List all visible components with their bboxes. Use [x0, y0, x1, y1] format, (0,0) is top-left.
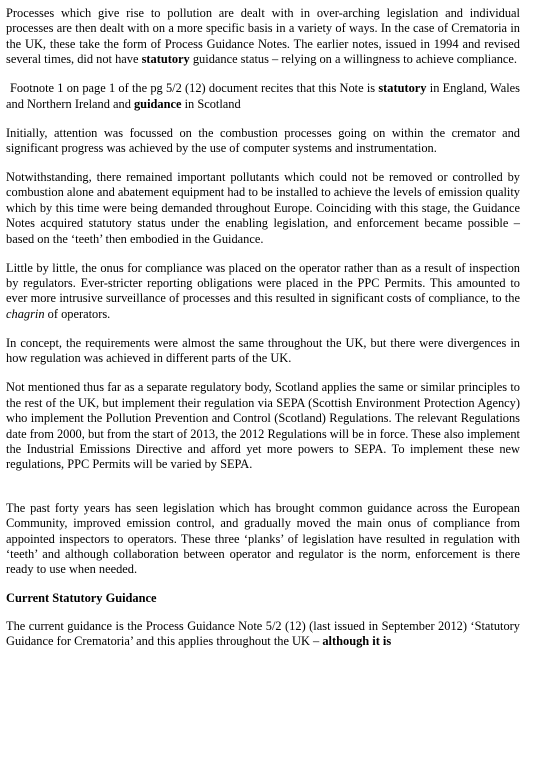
document-page — [6, 6, 520, 663]
section-heading: Current Statutory Guidance — [6, 591, 157, 606]
text-run: in England, Wales and Northern Ireland and — [6, 81, 520, 111]
text-run: Initially, attention was focussed on the combustion processes going on within the cremator and significant progress was achieved by the use of computer systems and instrumentation. — [6, 125, 520, 156]
bold-text: guidance — [133, 96, 182, 111]
paragraph-current-guidance — [6, 619, 520, 650]
text-run: of operators. — [44, 306, 111, 321]
text-run: in Scotland — [181, 96, 241, 111]
text-run: The past forty years has seen legislation which has brought common guidance across the European Community, improved emission control, and gradually moved the main onus of compliance from appointed inspectors to operators. These three ‘planks’ of legislation have resulted in regulation with ‘teeth’ and although collaboration between operator and regulator is the norm, enforcement is there ready to use when needed. — [6, 500, 520, 577]
bold-text: although it is — [322, 634, 392, 649]
paragraph-scotland-sepa — [6, 380, 520, 472]
text-run: Notwithstanding, there remained important pollutants which could not be removed or controlled by combustion alone and abatement equipment had to be installed to achieve the levels of emission quality which by this time were being demanded throughout Europe. Coinciding with this stage, the Guidance Notes acquired statutory status under the enabling legislation, and enforcement became possible – based on the ‘teeth’ then embodied in the Guidance. — [6, 170, 520, 246]
text-run: Processes which give rise to pollution are dealt with in over-arching legislation and individual processes are then dealt with on a more specific basis in a variety of ways. In the case of Crematoria in the UK, these take the form of Process Guidance Notes. The earlier notes, issued in 1994 and revised several times, did not have — [6, 6, 520, 67]
paragraph-abatement-equipment — [6, 170, 520, 247]
text-run: Not mentioned thus far as a separate regulatory body, Scotland applies the same or similar principles to the rest of the UK, but implement their regulation via SEPA (Scottish Environment Protection Agency) who implement the Pollution Prevention and Control (Scotland) Regulations. The relevant Regulations date from 2000, but from the start of 2013, the 2012 Regulations will be in force. These also implement the Industrial Emissions Directive and afford yet more powers to SEPA. To implement these new regulations, PPC Permits will be varied by SEPA. — [6, 380, 520, 472]
text-run: Little by little, the onus for compliance was placed on the operator rather than as a result of inspection by regulators. Ever-stricter reporting obligations were placed in the PPC Permits. This amounted to ever more intrusive surveillance of processes and this resulted in significant costs of compliance, to the — [6, 260, 520, 306]
paragraph-footnote-statutory-status — [6, 81, 520, 112]
text-run: In concept, the requirements were almost the same throughout the UK, but there were divergences in how regulation was achieved in different parts of the UK. — [6, 335, 520, 366]
italic-text: chagrin — [6, 306, 45, 321]
bold-text: statutory — [141, 52, 190, 67]
paragraph-uk-divergences — [6, 336, 520, 367]
text-run: The current guidance is the Process Guidance Note 5/2 (12) (last issued in September 2012) ‘Statutory Guidance for Crematoria’ and this applies throughout the UK – — [6, 618, 520, 649]
paragraph-operator-compliance — [6, 261, 520, 323]
paragraph-process-guidance-intro — [6, 6, 520, 68]
paragraph-combustion-focus — [6, 126, 520, 157]
text-run: Footnote 1 on page 1 of the pg 5/2 (12) document recites that this Note is — [10, 81, 379, 96]
text-run: guidance status – relying on a willingness to achieve compliance. — [189, 52, 517, 67]
paragraph-forty-years-summary — [6, 501, 520, 578]
bold-text: statutory — [378, 81, 427, 96]
